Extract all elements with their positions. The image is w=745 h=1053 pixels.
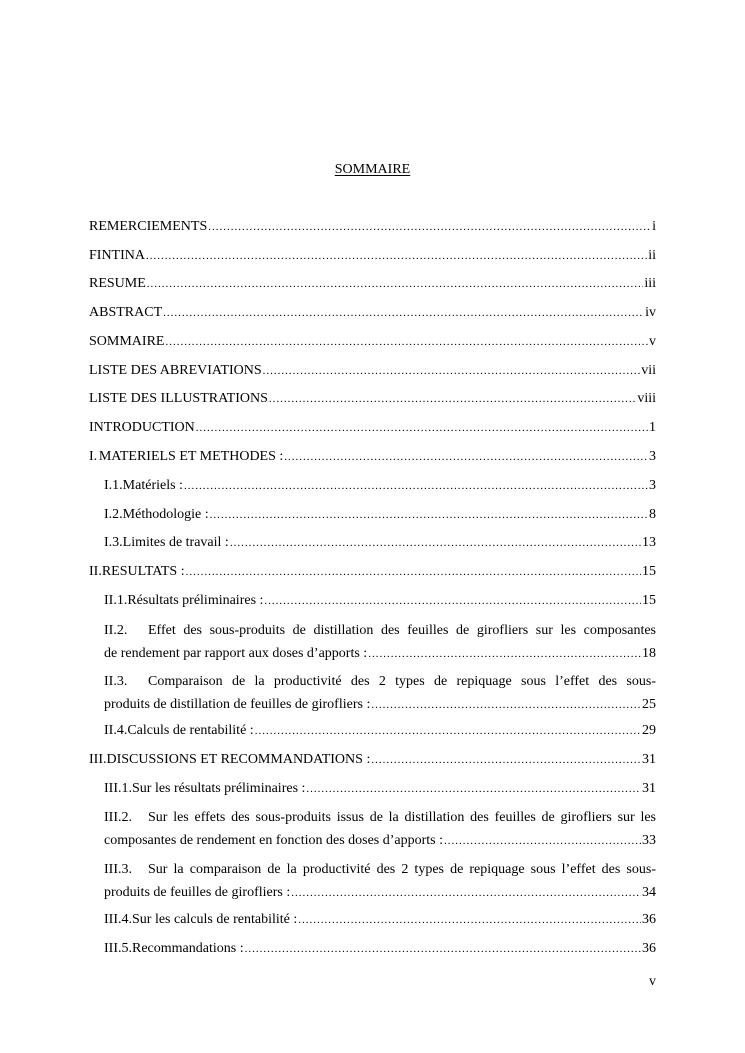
toc-page-number: 1 xyxy=(649,420,656,435)
toc-entry-text: Sur les effets des sous-produits issus de la distillation des feuilles de girofliers sur les xyxy=(148,810,656,825)
toc-entry xyxy=(89,390,656,408)
leader-dots xyxy=(298,911,641,929)
toc-entry-text: RESUME xyxy=(89,276,146,291)
leader-dots xyxy=(444,830,641,853)
toc-section xyxy=(89,563,656,581)
toc-section-number: II.4. xyxy=(104,723,128,738)
toc-subsection xyxy=(104,592,656,610)
toc-subsection xyxy=(104,477,656,495)
toc-entry-line1 xyxy=(104,670,656,693)
toc-section-number: III.2. xyxy=(104,810,132,825)
toc-section-number: I.2. xyxy=(104,507,123,522)
toc-section-number: III. xyxy=(89,752,107,767)
toc-subsection xyxy=(104,534,656,552)
toc-entry-text: LISTE DES ABREVIATIONS xyxy=(89,363,262,378)
leader-dots xyxy=(371,751,641,769)
toc-entry xyxy=(89,304,656,322)
leader-dots xyxy=(284,448,648,466)
toc-page-number: i xyxy=(652,219,656,234)
toc-entry xyxy=(89,333,656,351)
toc-entry xyxy=(89,247,656,265)
toc-entry-text: composantes de rendement en fonction des doses d’apports : xyxy=(104,833,444,848)
toc-entry-text: DISCUSSIONS ET RECOMMANDATIONS : xyxy=(106,752,371,767)
leader-dots xyxy=(165,333,648,351)
toc-page-number: v xyxy=(649,334,656,349)
toc-entry-text: Sur les résultats préliminaires : xyxy=(132,781,306,796)
leader-dots xyxy=(210,506,648,524)
toc-entry-text: RESULTATS : xyxy=(101,564,185,579)
toc-subsection xyxy=(104,940,656,958)
toc-subsection xyxy=(104,619,656,666)
toc-entry-line1 xyxy=(104,619,656,642)
toc-entry-text: REMERCIEMENTS xyxy=(89,219,208,234)
toc-entry-text: Comparaison de la productivité des 2 types de repiquage sous l’effet des sous- xyxy=(148,674,656,689)
toc-entry-line2 xyxy=(104,642,656,666)
leader-dots xyxy=(147,275,644,293)
toc-page-number: 8 xyxy=(649,507,656,522)
toc-entry-text: Limites de travail : xyxy=(122,535,229,550)
toc-entry-line2 xyxy=(104,693,656,717)
toc-page-number: 25 xyxy=(642,697,656,712)
toc-page-number: 31 xyxy=(642,781,656,796)
leader-dots xyxy=(196,419,648,437)
toc-page-number: 15 xyxy=(642,593,656,608)
leader-dots xyxy=(368,643,641,666)
toc-subsection xyxy=(104,806,656,853)
footer-page-number: v xyxy=(649,974,656,989)
toc-section-number: II.3. xyxy=(104,674,128,689)
toc-entry-text: Résultats préliminaires : xyxy=(127,593,264,608)
toc-entry xyxy=(89,362,656,380)
leader-dots xyxy=(146,247,647,265)
toc-subsection xyxy=(104,722,656,740)
toc-entry xyxy=(89,419,656,437)
toc-section-number: I. xyxy=(89,449,98,464)
toc-subsection xyxy=(104,911,656,929)
leader-dots xyxy=(184,477,648,495)
toc-page-number: viii xyxy=(637,391,656,406)
toc-entry-text: de rendement par rapport aux doses d’apports : xyxy=(104,646,368,661)
toc-entry-line1 xyxy=(104,806,656,829)
toc-page-number: iii xyxy=(644,276,656,291)
toc-entry-text: INTRODUCTION xyxy=(89,420,195,435)
toc-section-number: I.3. xyxy=(104,535,123,550)
toc-page-number: 34 xyxy=(642,885,656,900)
leader-dots xyxy=(208,218,651,236)
leader-dots xyxy=(263,362,641,380)
toc-entry-line2 xyxy=(104,881,656,905)
leader-dots xyxy=(291,882,641,905)
toc-page-number: vii xyxy=(641,363,656,378)
toc-entry-text: Méthodologie : xyxy=(122,507,209,522)
toc-entry-text: ABSTRACT xyxy=(89,305,163,320)
toc-page-number: 13 xyxy=(642,535,656,550)
toc-entry-text: MATERIELS ET METHODES : xyxy=(98,449,284,464)
toc-page-number: 36 xyxy=(642,912,656,927)
toc-page-number: 3 xyxy=(649,478,656,493)
toc-section-number: III.1. xyxy=(104,781,132,796)
page-title: SOMMAIRE xyxy=(334,162,411,177)
toc-entry-line1 xyxy=(104,858,656,881)
toc-entry-text: LISTE DES ILLUSTRATIONS xyxy=(89,391,268,406)
toc-entry-text: produits de feuilles de girofliers : xyxy=(104,885,291,900)
toc-section xyxy=(89,448,656,466)
toc-page-number: 18 xyxy=(642,646,656,661)
toc-subsection xyxy=(104,780,656,798)
leader-dots xyxy=(306,780,641,798)
toc-section-number: II. xyxy=(89,564,102,579)
toc-subsection xyxy=(104,506,656,524)
leader-dots xyxy=(371,694,641,717)
toc-entry-text: SOMMAIRE xyxy=(89,334,165,349)
toc-entry-text: Sur les calculs de rentabilité : xyxy=(132,912,298,927)
leader-dots xyxy=(230,534,641,552)
toc-section-number: III.5. xyxy=(104,941,132,956)
toc-entry-text: Calculs de rentabilité : xyxy=(127,723,254,738)
toc-section-number: I.1. xyxy=(104,478,123,493)
leader-dots xyxy=(163,304,644,322)
toc-page-number: 36 xyxy=(642,941,656,956)
leader-dots xyxy=(245,940,641,958)
toc-section xyxy=(89,751,656,769)
toc-entry-text: produits de distillation de feuilles de girofliers : xyxy=(104,697,371,712)
toc-entry-text: Matériels : xyxy=(122,478,183,493)
toc-page-number: 33 xyxy=(642,833,656,848)
toc-entry xyxy=(89,275,656,293)
toc-section-number: II.2. xyxy=(104,623,128,638)
toc-entry-line2 xyxy=(104,829,656,853)
toc-page-number: ii xyxy=(648,248,656,263)
toc-page-number: 15 xyxy=(642,564,656,579)
toc-section-number: III.3. xyxy=(104,862,132,877)
toc-entry-text: Recommandations : xyxy=(132,941,244,956)
toc-section-number: II.1. xyxy=(104,593,128,608)
leader-dots xyxy=(186,563,641,581)
toc-entry-text: Effet des sous-produits de distillation des feuilles de girofliers sur les composantes xyxy=(148,623,656,638)
toc-entry-text: FINTINA xyxy=(89,248,145,263)
toc-page-number: 3 xyxy=(649,449,656,464)
toc-entry xyxy=(89,218,656,236)
toc-subsection xyxy=(104,670,656,717)
toc-subsection xyxy=(104,858,656,905)
toc-section-number: III.4. xyxy=(104,912,132,927)
toc-page-number: iv xyxy=(645,305,656,320)
toc-page-number: 31 xyxy=(642,752,656,767)
leader-dots xyxy=(255,722,641,740)
leader-dots xyxy=(264,592,641,610)
leader-dots xyxy=(269,390,636,408)
toc-page-number: 29 xyxy=(642,723,656,738)
toc-entry-text: Sur la comparaison de la productivité des 2 types de repiquage sous l’effet des sous- xyxy=(148,862,656,877)
